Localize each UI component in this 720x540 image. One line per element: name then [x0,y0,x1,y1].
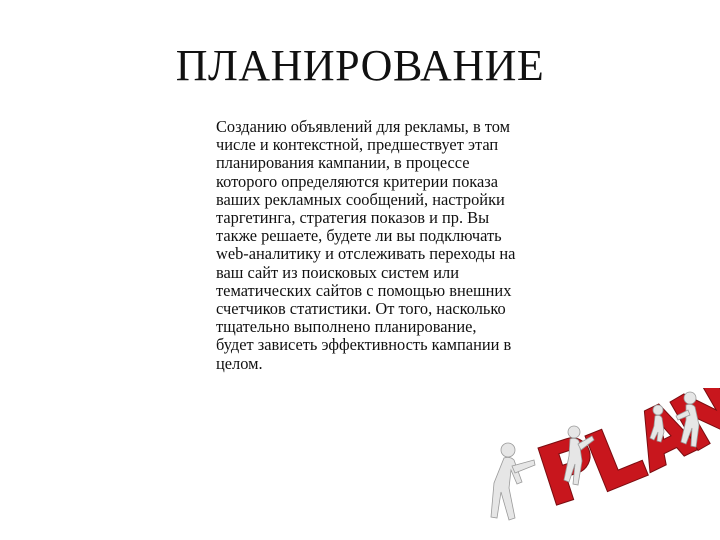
letter-a: A [630,417,632,419]
slide-body-text: Созданию объявлений для рекламы, в том числе и контекстной, предшествует этап планирования кампании, в процессе которого определяются критерии показа ваших рекламных сообщений, настройки таргетинга, стратегия показов и пр. Вы также решаете, будете ли вы подключать web-аналитику и отслеживать переходы на ваш сайт из поисковых систем или тематических сайтов с помощью внешних счетчиков статистики. От того, насколько тщательно выполнено планирование, будет зависеть эффективность кампании в целом. [216,117,516,373]
plan-illustration [490,388,720,538]
slide-title: ПЛАНИРОВАНИЕ [175,41,545,90]
figure-left [491,443,535,520]
